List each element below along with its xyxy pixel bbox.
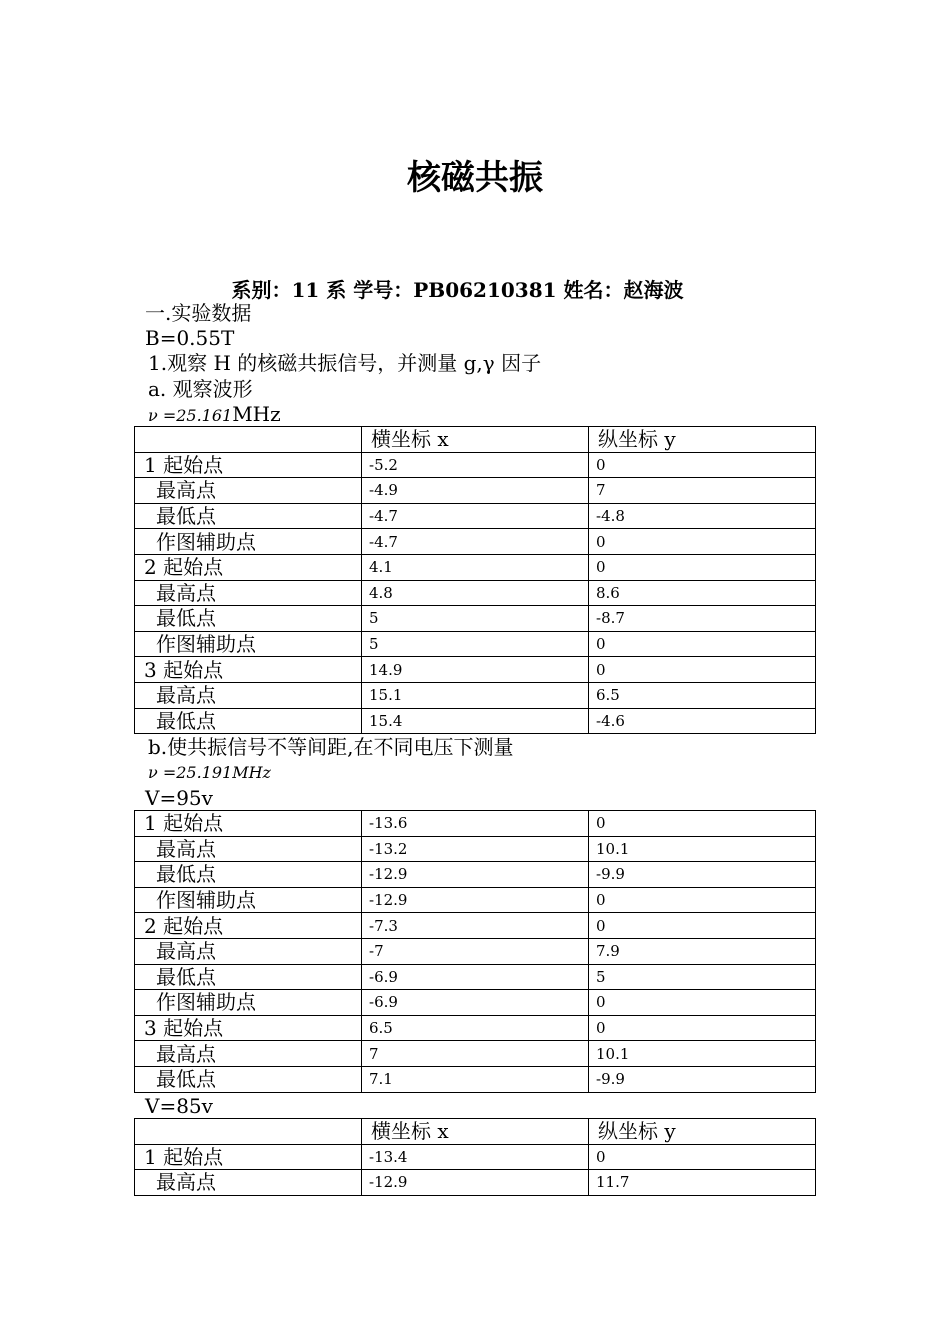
y-value: 0 [589, 887, 816, 913]
row-label: 最高点 [135, 580, 362, 606]
row-label: 3 起始点 [135, 657, 362, 683]
table-row [135, 503, 816, 529]
row-label: 1 起始点 [135, 1144, 362, 1170]
y-value: 11.7 [589, 1170, 816, 1196]
y-value: -9.9 [589, 862, 816, 888]
y-value: 0 [589, 657, 816, 683]
x-value: -4.9 [362, 478, 589, 504]
x-value: 5 [362, 631, 589, 657]
table-row [135, 1144, 816, 1170]
document-title: 核磁共振 [407, 158, 543, 198]
table-row [135, 580, 816, 606]
y-value: 10.1 [589, 836, 816, 862]
x-value: -12.9 [362, 1170, 589, 1196]
table-row [135, 682, 816, 708]
x-value: -12.9 [362, 887, 589, 913]
table-row [135, 862, 816, 888]
waveform-table [134, 426, 816, 734]
table-row [135, 811, 816, 837]
row-label: 最高点 [135, 938, 362, 964]
y-value: -4.8 [589, 503, 816, 529]
row-label: 1 起始点 [135, 811, 362, 837]
x-value: -13.6 [362, 811, 589, 837]
frequency-b: ν =25.191MHz [148, 763, 271, 782]
row-label: 1 起始点 [135, 452, 362, 478]
table-row [135, 478, 816, 504]
x-value: -12.9 [362, 862, 589, 888]
header-cell-x: 横坐标 x [362, 1119, 589, 1145]
magnetic-field: B=0.55T [145, 326, 235, 350]
row-label: 2 起始点 [135, 554, 362, 580]
x-value: -7 [362, 938, 589, 964]
part-a-title: a. 观察波形 [148, 377, 253, 401]
header-cell-x: 横坐标 x [362, 427, 589, 453]
y-value: -9.9 [589, 1066, 816, 1092]
x-value: -6.9 [362, 964, 589, 990]
row-label: 作图辅助点 [135, 990, 362, 1016]
header-cell [135, 1119, 362, 1145]
row-label: 最低点 [135, 606, 362, 632]
table-row [135, 606, 816, 632]
x-value: -4.7 [362, 529, 589, 555]
row-label: 最低点 [135, 503, 362, 529]
row-label: 最高点 [135, 836, 362, 862]
y-value: -4.6 [589, 708, 816, 734]
table-header-row [135, 427, 816, 453]
y-value: 0 [589, 1144, 816, 1170]
row-label: 作图辅助点 [135, 887, 362, 913]
table-row [135, 990, 816, 1016]
x-value: -13.2 [362, 836, 589, 862]
y-value: 7.9 [589, 938, 816, 964]
header-cell-y: 纵坐标 y [589, 1119, 816, 1145]
table-row [135, 554, 816, 580]
x-value: -13.4 [362, 1144, 589, 1170]
part-b-title: b.使共振信号不等间距,在不同电压下测量 [148, 735, 514, 759]
y-value: 0 [589, 452, 816, 478]
y-value: 0 [589, 554, 816, 580]
frequency-a [148, 401, 281, 429]
frequency-a-unit: MHz [232, 402, 281, 426]
table-row [135, 452, 816, 478]
header-cell [135, 427, 362, 453]
x-value: -7.3 [362, 913, 589, 939]
x-value: 4.8 [362, 580, 589, 606]
table-header-row [135, 1119, 816, 1145]
table-row [135, 1066, 816, 1092]
y-value: -8.7 [589, 606, 816, 632]
x-value: 6.5 [362, 1015, 589, 1041]
table-row [135, 887, 816, 913]
x-value: 14.9 [362, 657, 589, 683]
table-row [135, 1015, 816, 1041]
row-label: 最低点 [135, 964, 362, 990]
row-label: 3 起始点 [135, 1015, 362, 1041]
y-value: 0 [589, 913, 816, 939]
table-row [135, 708, 816, 734]
header-cell-y: 纵坐标 y [589, 427, 816, 453]
y-value: 0 [589, 1015, 816, 1041]
x-value: 4.1 [362, 554, 589, 580]
y-value: 7 [589, 478, 816, 504]
table-row [135, 529, 816, 555]
voltage-85: V=85v [145, 1094, 213, 1118]
table-row [135, 913, 816, 939]
y-value: 5 [589, 964, 816, 990]
y-value: 0 [589, 811, 816, 837]
table-row [135, 1170, 816, 1196]
table-row [135, 631, 816, 657]
table-row [135, 657, 816, 683]
x-value: 5 [362, 606, 589, 632]
x-value: -4.7 [362, 503, 589, 529]
voltage-95-table [134, 810, 816, 1093]
table-row [135, 1041, 816, 1067]
row-label: 最高点 [135, 682, 362, 708]
table-row [135, 964, 816, 990]
student-info: 系别：11 系 学号：PB06210381 姓名：赵海波 [231, 278, 684, 302]
row-label: 2 起始点 [135, 913, 362, 939]
x-value: 15.1 [362, 682, 589, 708]
y-value: 0 [589, 529, 816, 555]
row-label: 最低点 [135, 1066, 362, 1092]
part1-title: 1.观察 H 的核磁共振信号，并测量 g,γ 因子 [148, 351, 542, 375]
row-label: 作图辅助点 [135, 529, 362, 555]
row-label: 最高点 [135, 1041, 362, 1067]
frequency-a-value: ν =25.161 [148, 406, 233, 425]
table-row [135, 836, 816, 862]
y-value: 6.5 [589, 682, 816, 708]
row-label: 最高点 [135, 1170, 362, 1196]
y-value: 0 [589, 631, 816, 657]
table-row [135, 938, 816, 964]
x-value: -6.9 [362, 990, 589, 1016]
section-heading: 一.实验数据 [145, 301, 252, 325]
x-value: 7 [362, 1041, 589, 1067]
y-value: 0 [589, 990, 816, 1016]
row-label: 最低点 [135, 708, 362, 734]
row-label: 最低点 [135, 862, 362, 888]
x-value: -5.2 [362, 452, 589, 478]
voltage-95: V=95v [145, 786, 213, 810]
x-value: 7.1 [362, 1066, 589, 1092]
row-label: 最高点 [135, 478, 362, 504]
row-label: 作图辅助点 [135, 631, 362, 657]
y-value: 8.6 [589, 580, 816, 606]
voltage-85-table [134, 1118, 816, 1196]
x-value: 15.4 [362, 708, 589, 734]
y-value: 10.1 [589, 1041, 816, 1067]
